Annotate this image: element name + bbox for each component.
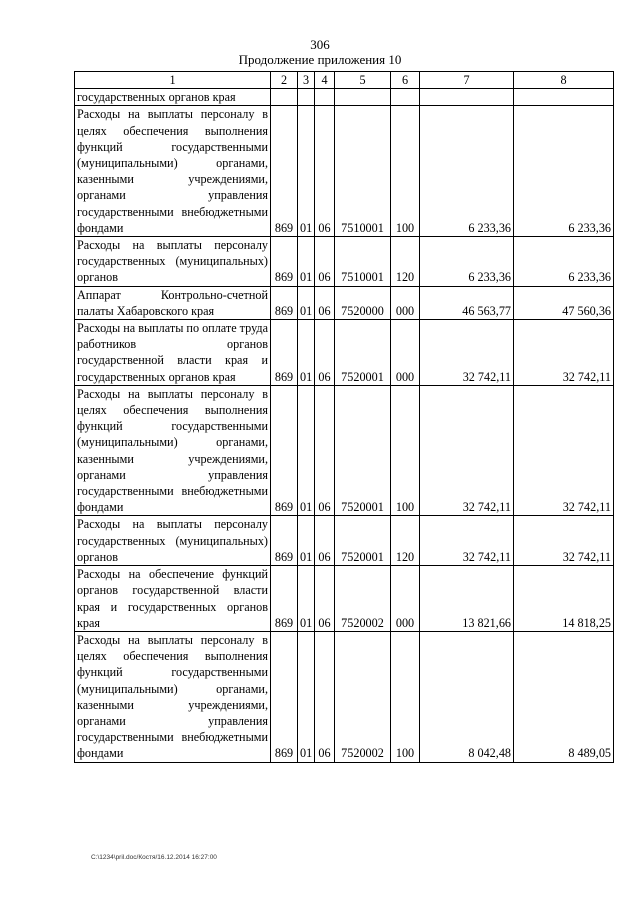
row-name: Расходы на выплаты персоналу в целях обеспечения выполнения функций государственными (муниципальными) органами, казенными учреждениями, органами управления государственными внебюджетными фондами — [75, 385, 271, 516]
table-row — [75, 566, 614, 632]
table-header-row — [75, 72, 614, 89]
cell-ministry-code: 869 — [271, 385, 298, 516]
table-row — [75, 89, 614, 106]
cell-expense-type: 100 — [391, 631, 420, 762]
table-row — [75, 385, 614, 516]
cell-target-code — [335, 89, 391, 106]
cell-target-code: 7510001 — [335, 106, 391, 237]
appendix-continuation-title: Продолжение приложения 10 — [238, 52, 402, 67]
table-row — [75, 106, 614, 237]
cell-ministry-code: 869 — [271, 286, 298, 319]
cell-section-code: 01 — [298, 631, 315, 762]
cell-expense-type: 100 — [391, 385, 420, 516]
row-name: Расходы на выплаты персоналу в целях обеспечения выполнения функций государственными (муниципальными) органами, казенными учреждениями, органами управления государственными внебюджетными фондами — [75, 106, 271, 237]
cell-section-code: 01 — [298, 566, 315, 632]
row-name: государственных органов края — [75, 89, 271, 106]
column-header: 8 — [514, 72, 614, 89]
document-footer-path: C:\1234\pril.doc/Костя/16.12.2014 16:27:00 — [91, 854, 217, 861]
cell-amount-col8: 32 742,11 — [514, 516, 614, 566]
cell-amount-col7: 32 742,11 — [420, 320, 514, 386]
cell-subsection-code: 06 — [315, 237, 335, 287]
cell-expense-type: 100 — [391, 106, 420, 237]
cell-target-code: 7510001 — [335, 237, 391, 287]
cell-ministry-code: 869 — [271, 237, 298, 287]
page-number: 306 — [310, 37, 330, 52]
cell-subsection-code — [315, 89, 335, 106]
cell-section-code: 01 — [298, 320, 315, 386]
row-name: Расходы на обеспечение функций органов государственной власти края и государственных органов края — [75, 566, 271, 632]
cell-ministry-code: 869 — [271, 566, 298, 632]
column-header: 3 — [298, 72, 315, 89]
cell-expense-type: 000 — [391, 566, 420, 632]
cell-ministry-code — [271, 89, 298, 106]
cell-target-code: 7520001 — [335, 516, 391, 566]
cell-ministry-code: 869 — [271, 516, 298, 566]
cell-subsection-code: 06 — [315, 106, 335, 237]
column-header: 5 — [335, 72, 391, 89]
cell-subsection-code: 06 — [315, 286, 335, 319]
cell-amount-col7 — [420, 89, 514, 106]
cell-amount-col7: 6 233,36 — [420, 106, 514, 237]
table-row — [75, 631, 614, 762]
cell-expense-type — [391, 89, 420, 106]
cell-amount-col7: 6 233,36 — [420, 237, 514, 287]
cell-amount-col7: 13 821,66 — [420, 566, 514, 632]
cell-amount-col7: 8 042,48 — [420, 631, 514, 762]
cell-section-code: 01 — [298, 237, 315, 287]
cell-amount-col7: 32 742,11 — [420, 385, 514, 516]
cell-ministry-code: 869 — [271, 320, 298, 386]
cell-section-code: 01 — [298, 286, 315, 319]
cell-amount-col8: 6 233,36 — [514, 106, 614, 237]
row-name: Расходы на выплаты персоналу государственных (муниципальных) органов — [75, 516, 271, 566]
cell-target-code: 7520000 — [335, 286, 391, 319]
cell-amount-col8: 47 560,36 — [514, 286, 614, 319]
cell-section-code: 01 — [298, 385, 315, 516]
column-header: 6 — [391, 72, 420, 89]
table-row — [75, 237, 614, 287]
row-name: Расходы на выплаты персоналу в целях обеспечения выполнения функций государственными (муниципальными) органами, казенными учреждениями, органами управления государственными внебюджетными фондами — [75, 631, 271, 762]
cell-section-code: 01 — [298, 106, 315, 237]
cell-ministry-code: 869 — [271, 631, 298, 762]
row-name: Расходы на выплаты по оплате труда работников органов государственной власти края и государственных органов края — [75, 320, 271, 386]
cell-amount-col7: 46 563,77 — [420, 286, 514, 319]
cell-expense-type: 000 — [391, 286, 420, 319]
table-row — [75, 320, 614, 386]
cell-section-code — [298, 89, 315, 106]
cell-ministry-code: 869 — [271, 106, 298, 237]
cell-expense-type: 000 — [391, 320, 420, 386]
column-header: 7 — [420, 72, 514, 89]
column-header: 1 — [75, 72, 271, 89]
row-name: Расходы на выплаты персоналу государственных (муниципальных) органов — [75, 237, 271, 287]
table-row — [75, 286, 614, 319]
cell-amount-col8 — [514, 89, 614, 106]
cell-amount-col8: 8 489,05 — [514, 631, 614, 762]
cell-target-code: 7520001 — [335, 385, 391, 516]
cell-subsection-code: 06 — [315, 566, 335, 632]
cell-subsection-code: 06 — [315, 385, 335, 516]
column-header: 4 — [315, 72, 335, 89]
column-header: 2 — [271, 72, 298, 89]
cell-amount-col8: 32 742,11 — [514, 385, 614, 516]
cell-target-code: 7520002 — [335, 566, 391, 632]
cell-amount-col8: 14 818,25 — [514, 566, 614, 632]
cell-subsection-code: 06 — [315, 631, 335, 762]
budget-table — [74, 71, 614, 763]
cell-amount-col8: 6 233,36 — [514, 237, 614, 287]
cell-section-code: 01 — [298, 516, 315, 566]
cell-target-code: 7520001 — [335, 320, 391, 386]
cell-expense-type: 120 — [391, 516, 420, 566]
cell-expense-type: 120 — [391, 237, 420, 287]
cell-subsection-code: 06 — [315, 320, 335, 386]
row-name: Аппарат Контрольно-счетной палаты Хабаровского края — [75, 286, 271, 319]
cell-target-code: 7520002 — [335, 631, 391, 762]
table-row — [75, 516, 614, 566]
cell-subsection-code: 06 — [315, 516, 335, 566]
cell-amount-col8: 32 742,11 — [514, 320, 614, 386]
cell-amount-col7: 32 742,11 — [420, 516, 514, 566]
